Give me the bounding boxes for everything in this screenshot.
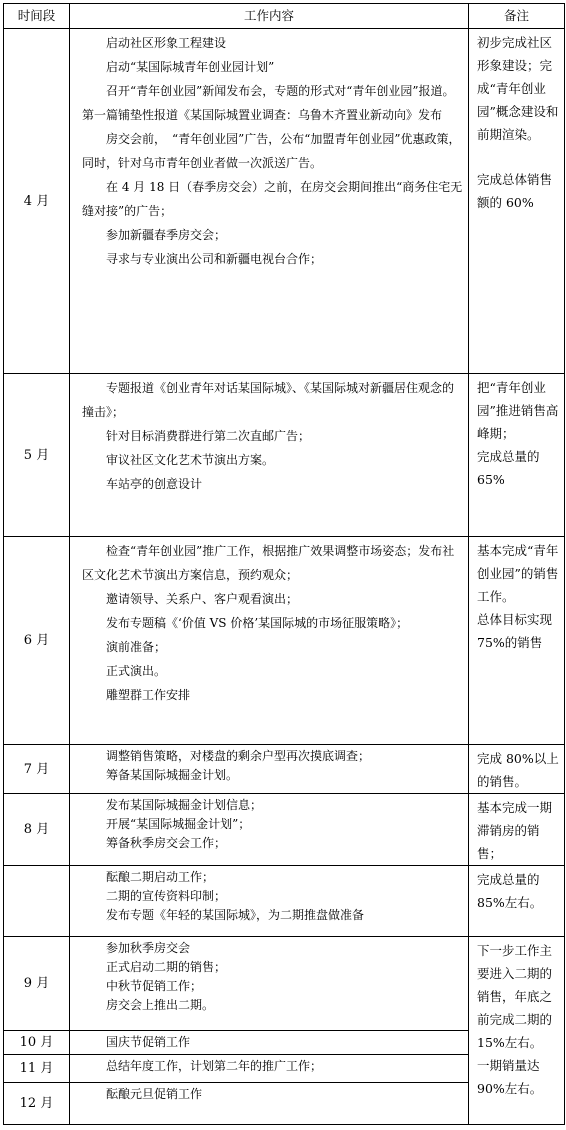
- month-blank-cell: [4, 866, 70, 937]
- note-item: 完成 80%以上的销售。: [477, 751, 559, 789]
- note-phase2-prep: [469, 866, 565, 937]
- work-schedule-table: [3, 3, 565, 1125]
- month-june: 6 月: [4, 537, 70, 745]
- month-april: 4 月: [4, 29, 70, 374]
- work-item: 专题报道《创业青年对话某国际城》、《某国际城对新疆居住观念的撞击》；: [82, 381, 455, 419]
- work-item: 正式启动二期的销售；: [82, 960, 227, 974]
- work-item: 邀请领导、关系户、客户观看演出；: [82, 592, 299, 606]
- note-item: 完成总量的 65%: [477, 449, 540, 487]
- work-november: [70, 1055, 469, 1083]
- work-phase2-prep: [70, 866, 469, 937]
- work-august: [70, 794, 469, 866]
- work-item: 针对目标消费群进行第二次直邮广告；: [82, 429, 311, 443]
- note-item: 完成总量的 85%左右。: [477, 872, 543, 910]
- work-item: 开展“某国际城掘金计划”；: [82, 817, 251, 831]
- work-item: 发布专题《年轻的某国际城》，为二期推盘做准备: [82, 908, 365, 922]
- header-row: [4, 4, 565, 29]
- note-april: [469, 29, 565, 374]
- note-may: [469, 374, 565, 537]
- table-row-august: [4, 794, 565, 866]
- note-september-december: [469, 937, 565, 1125]
- work-item: 酝酿二期启动工作；: [82, 870, 215, 884]
- work-item: 启动“某国际城青年创业园计划”: [82, 60, 275, 74]
- work-may: [70, 374, 469, 537]
- work-item: 演前准备；: [82, 640, 167, 654]
- work-item: 国庆节促销工作: [82, 1035, 191, 1049]
- month-november: 11 月: [4, 1055, 70, 1083]
- work-item: 房交会上推出二期。: [82, 998, 215, 1012]
- month-may: 5 月: [4, 374, 70, 537]
- work-item: 寻求与专业演出公司和新疆电视台合作；: [82, 252, 323, 266]
- note-item: 下一步工作主要进入二期的销售，年底之前完成二期的 15%左右。: [477, 943, 553, 1050]
- work-item: 筹备某国际城掘金计划。: [82, 768, 239, 782]
- work-item: 总结年度工作，计划第二年的推广工作；: [82, 1059, 323, 1073]
- work-april: [70, 29, 469, 374]
- work-item: 审议社区文化艺术节演出方案。: [82, 453, 275, 467]
- header-work-content: 工作内容: [70, 4, 469, 29]
- work-item: 参加秋季房交会: [82, 941, 191, 955]
- work-item: 启动社区形象工程建设: [82, 36, 227, 50]
- work-item: 筹备秋季房交会工作；: [82, 836, 227, 850]
- work-june: [70, 537, 469, 745]
- table-row-phase2-prep: [4, 866, 565, 937]
- header-period: 时间段: [4, 4, 70, 29]
- month-july: 7 月: [4, 745, 70, 794]
- month-october: 10 月: [4, 1031, 70, 1055]
- table-row-april: [4, 29, 565, 374]
- work-item: 雕塑群工作安排: [82, 688, 191, 702]
- table-row-may: [4, 374, 565, 537]
- header-remarks: 备注: [469, 4, 565, 29]
- month-september: 9 月: [4, 937, 70, 1031]
- note-item: 完成总体销售额的 60%: [477, 172, 553, 210]
- work-item: 检查“青年创业园”推广工作，根据推广效果调整市场姿态；发布社区文化艺术节演出方案信息，预约观众；: [82, 544, 455, 582]
- table-row-september: [4, 937, 565, 1031]
- work-item: 调整销售策略，对楼盘的剩余户型再次摸底调查；: [82, 749, 371, 763]
- work-item: 在 4 月 18 日（春季房交会）之前，在房交会期间推出“商务住宅无缝对接”的广告；: [82, 180, 463, 218]
- work-item: 发布专题稿《‘价值 VS 价格’某国际城的市场征服策略》；: [82, 616, 409, 630]
- work-item: 正式演出。: [82, 664, 167, 678]
- table-row-june: [4, 537, 565, 745]
- note-august: [469, 794, 565, 866]
- work-item: 房交会前， “青年创业园”广告，公布“加盟青年创业园”优惠政策，同时，针对乌市青年创业者做一次派送广告。: [82, 132, 461, 170]
- work-september: [70, 937, 469, 1031]
- work-december: [70, 1083, 469, 1125]
- note-june: [469, 537, 565, 745]
- work-item: 参加新疆春季房交会；: [82, 228, 227, 242]
- work-july: [70, 745, 469, 794]
- note-item: 一期销量达 90%左右。: [477, 1058, 543, 1096]
- work-item: 中秋节促销工作；: [82, 979, 203, 993]
- work-schedule-table-container: [3, 3, 564, 1127]
- note-item: 总体目标实现 75%的销售: [477, 612, 553, 650]
- work-item: 二期的宣传资料印制；: [82, 889, 227, 903]
- note-item: 基本完成“青年创业园”的销售工作。: [477, 543, 559, 604]
- note-july: [469, 745, 565, 794]
- month-december: 12 月: [4, 1083, 70, 1125]
- month-august: 8 月: [4, 794, 70, 866]
- note-item: 基本完成一期滞销房的销售；: [477, 800, 553, 861]
- work-item: 发布某国际城掘金计划信息；: [82, 798, 263, 812]
- work-october: [70, 1031, 469, 1055]
- note-item: 初步完成社区形象建设；完成“青年创业园”概念建设和前期渲染。: [477, 35, 559, 142]
- table-row-july: [4, 745, 565, 794]
- work-item: 酝酿元旦促销工作: [82, 1087, 203, 1101]
- work-item: 召开“青年创业园”新闻发布会，专题的形式对“青年创业园”报道。第一篇铺垫性报道《某国际城置业调查：乌鲁木齐置业新动向》发布: [82, 84, 455, 122]
- note-item: 把“青年创业园”推进销售高峰期；: [477, 380, 559, 441]
- work-item: 车站亭的创意设计: [82, 477, 203, 491]
